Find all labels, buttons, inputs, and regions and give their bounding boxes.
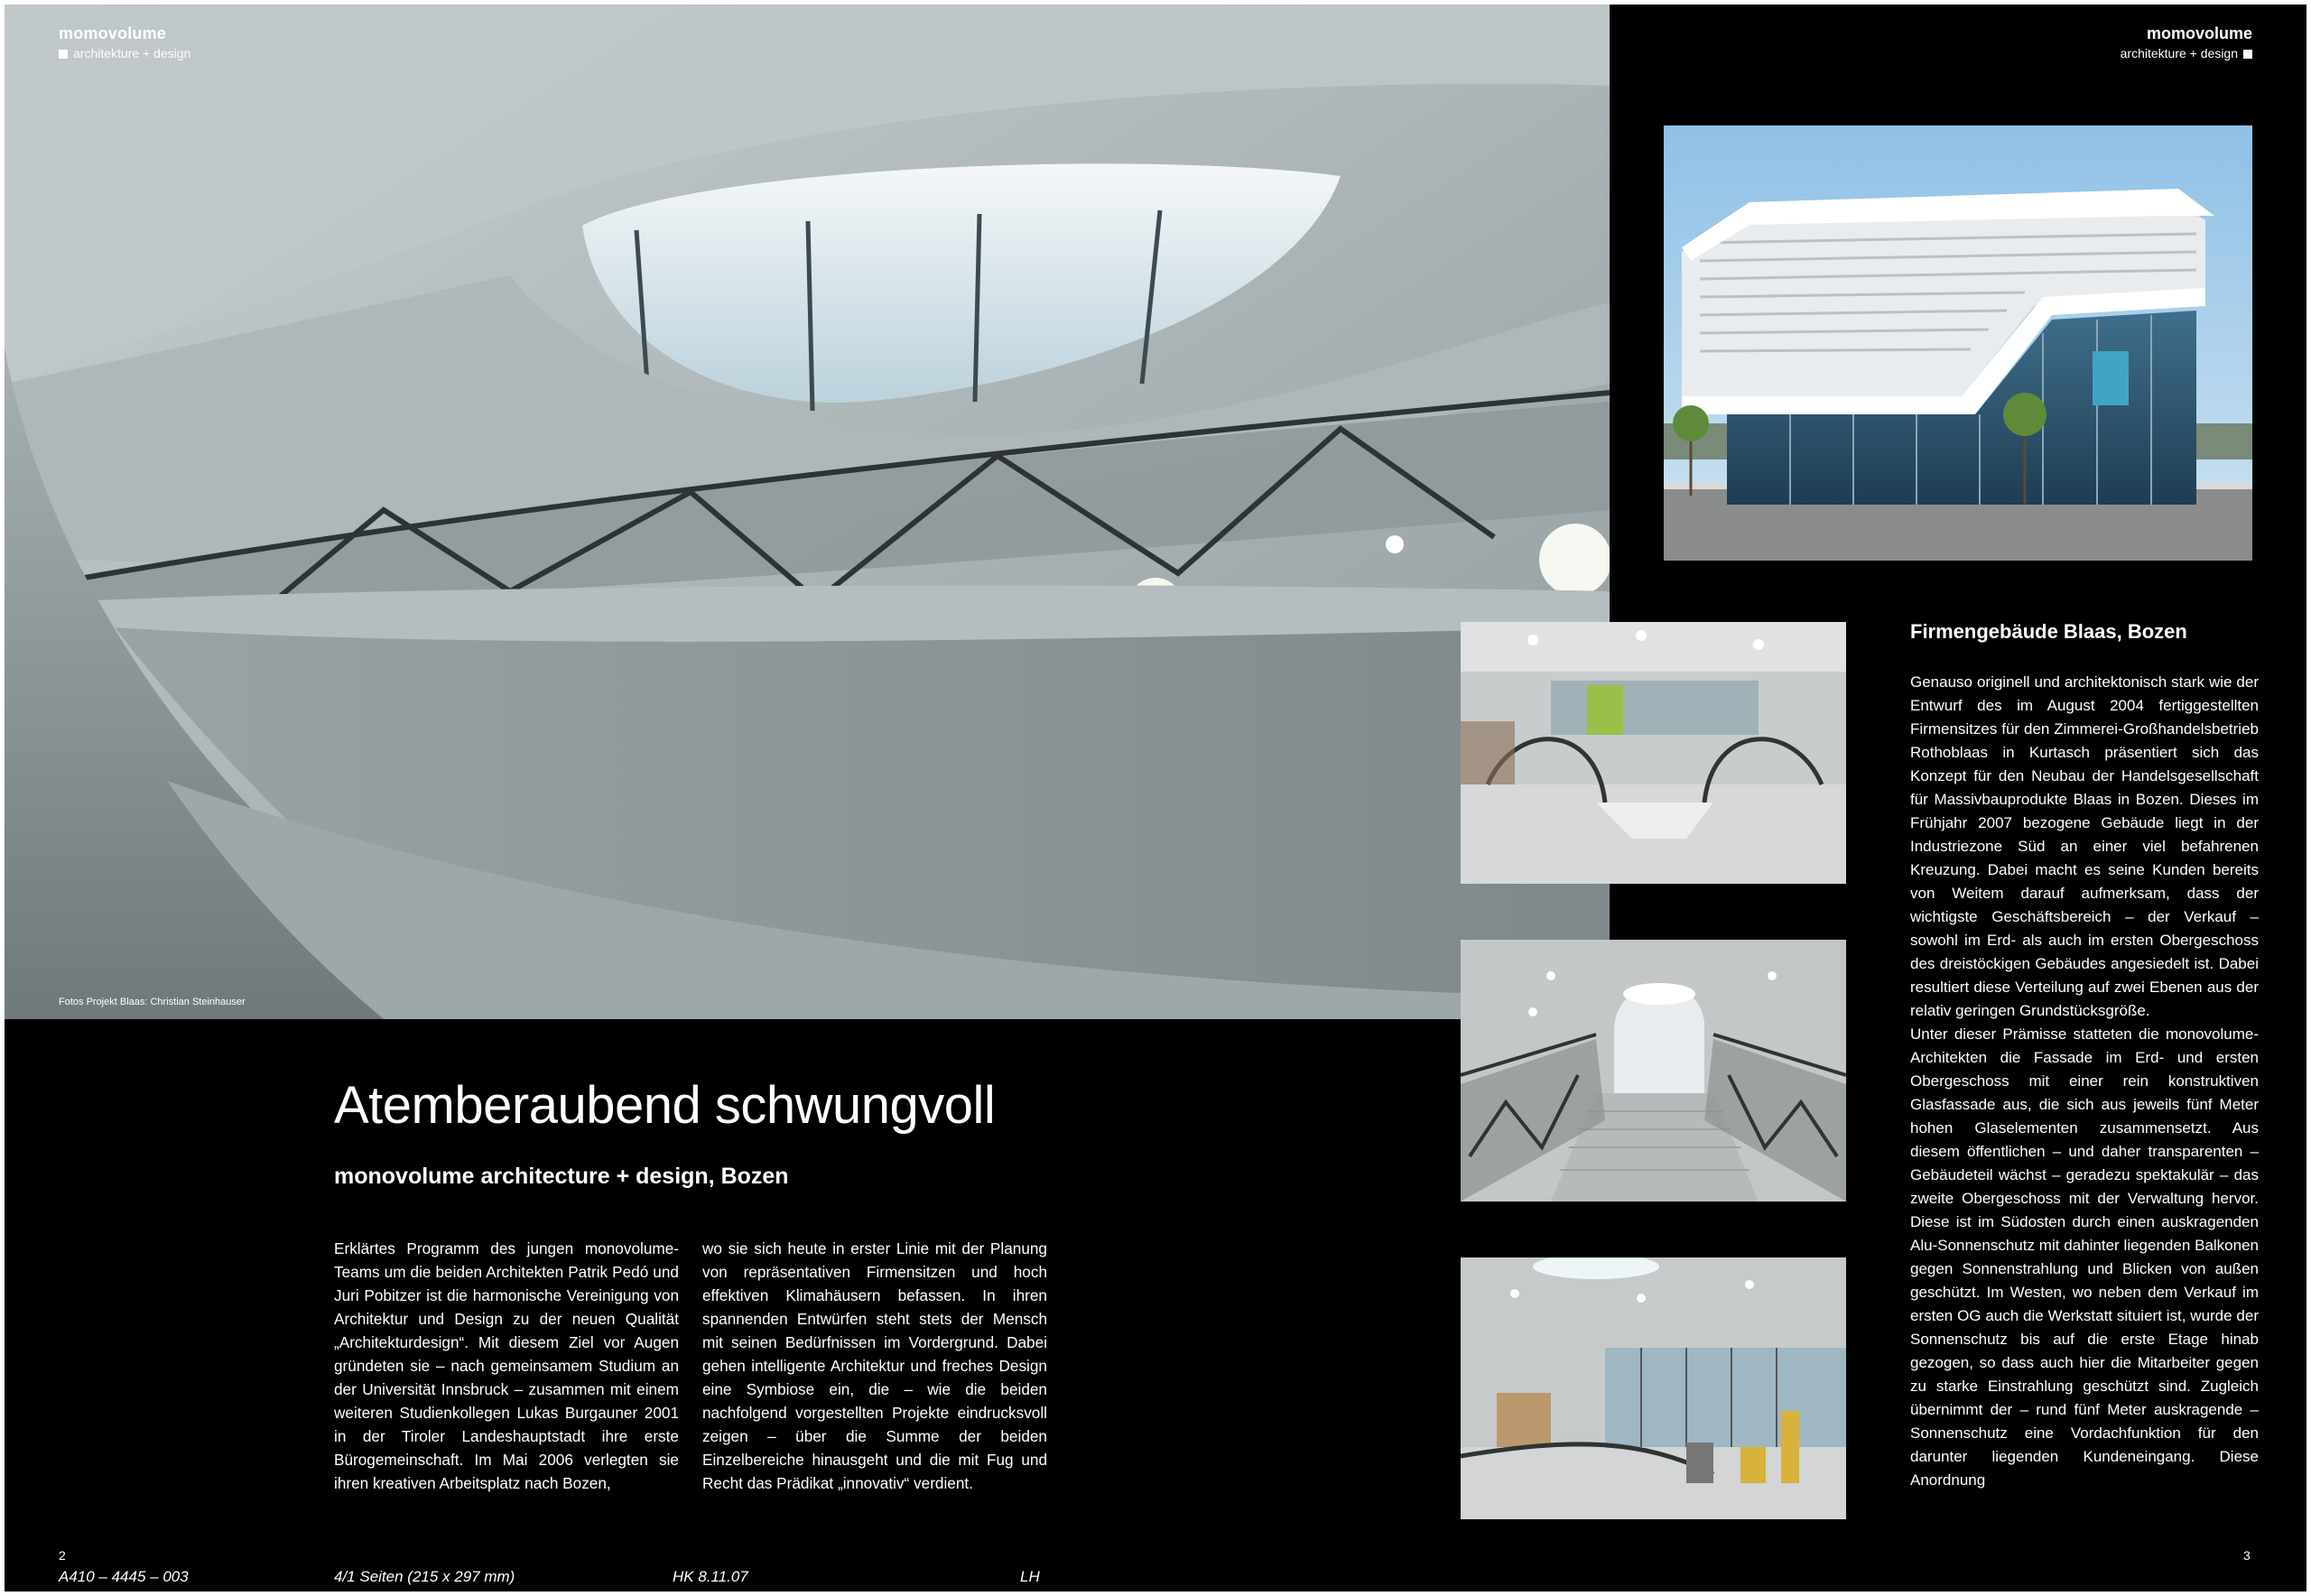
body-column-1: Erklärtes Programm des jungen monovolume- Teams um die beiden Architekten Patrik Pedó und Juri Pobitzer ist die harmonische Vereinigung von Architektur und Design zu der neuen Qualität „Architekturdesign“. Mit diesem Ziel vor Augen gründeten sie – nach gemeinsamem Studium an der Universität Innsbruck – zusammen mit einem weiteren Studienkollegen Lukas Burgauner 2001 in der Tiroler Landeshauptstadt ihre erste Bürogemeinschaft. Im Mai 2006 verlegten sie ihren kreativen Arbeitsplatz nach Bozen, bbox=[334, 1239, 679, 1492]
photo-credit: Fotos Projekt Blaas: Christian Steinhauser bbox=[59, 997, 246, 1007]
photo-interior-3 bbox=[1461, 1257, 1846, 1519]
body-column-right: Genauso originell und architektonisch stark wie der Entwurf des im August 2004 fertiggestellten Firmensitzes für den Zimmerei-Großhandelsbetrieb Rothoblaas in Kurtasch präsentiert sich das Konzept für den Neubau der Handelsgesellschaft für Massivbauprodukte Blaas in Bozen. Dieses im Frühjahr 2007 bezogene Gebäude liegt in der Industriezone Süd an einer viel befahrenen Kreuzung. Dabei macht es seine Kunden bereits von Weitem darauf aufmerksam, dass der wichtigste Geschäftsbereich – der Verkauf – sowohl im Erd- als auch im ersten Obergeschoss des dreistöckigen Gebäudes angesiedelt ist. Dabei resultiert diese Verteilung auf zwei Ebenen aus der relativ geringen Grundstücksgröße. Unter dieser Prämisse statteten die monovolume-Architekten die Fassade im Erd- und ersten Obergeschoss mit einer rein konstruktiven Glasfassade aus, die sich aus jeweils fünf Meter hohen Glaselementen zusammensetzt. Aus diesem öffentlichen – und daher transparenten – Gebäudeteil wächst – geradezu spektakulär – das zweite Obergeschoss mit der Verwaltung hervor. Diese ist im Südosten durch einen auskragenden Alu-Sonnenschutz mit dahinter liegenden Balkonen gegen Sonnenstrahlung und Blicken von außen geschützt. Im Westen, wo neben dem Verkauf im ersten OG auch die Werkstatt situiert ist, wurde der Sonnenschutz bis auf die erste Etage hinab gezogen, so dass auch hier die Mitarbeiter gegen zu starke Einstrahlung geschützt sind. Zugleich übernimmt der – rund fünf Meter auskragende – Sonnenschutz eine Vordachfunktion für den darunter liegenden Kundeneingang. Diese Anordnung bbox=[1910, 673, 2259, 1489]
magazine-spread bbox=[5, 5, 2306, 1591]
brand-left bbox=[59, 24, 190, 60]
photo-building-exterior bbox=[1664, 125, 2252, 561]
page-number-left: 2 bbox=[59, 1548, 66, 1563]
footer-format: 4/1 Seiten (215 x 297 mm) bbox=[334, 1568, 515, 1585]
brand-name: momovolume bbox=[2146, 24, 2252, 42]
footer-initials: LH bbox=[1020, 1568, 1040, 1585]
brand-tagline: architekture + design bbox=[2121, 46, 2252, 60]
photo-interior-2 bbox=[1461, 940, 1846, 1202]
brand-right bbox=[2121, 24, 2252, 60]
page-number-right: 3 bbox=[2243, 1548, 2251, 1563]
article-headline: Atemberaubend schwungvoll bbox=[334, 1076, 996, 1135]
footer-code: HK 8.11.07 bbox=[673, 1568, 748, 1585]
section-title: Firmengebäude Blaas, Bozen bbox=[1910, 620, 2187, 643]
photo-interior-1 bbox=[1461, 622, 1846, 884]
brand-name: momovolume bbox=[59, 24, 167, 42]
body-column-2: wo sie sich heute in erster Linie mit der Planung von repräsentativen Firmensitzen und hoch effektiven Klimahäusern befassen. In ihren spannenden Entwürfen steht stets der Mensch mit seinen Bedürfnissen im Vordergrund. Dabei gehen intelligente Architektur und freches Design eine Symbiose ein, die – wie die beiden nachfolgend vorgestellten Projekte eindrucksvoll zeigen – über die Summe der beiden Einzelbereiche hinausgeht und die mit Fug und Recht das Prädikat „innovativ“ verdient. bbox=[702, 1239, 1047, 1492]
article-subhead: monovolume architecture + design, Bozen bbox=[334, 1164, 789, 1189]
hero-photo-staircase bbox=[5, 5, 1610, 1019]
footer-job: A410 – 4445 – 003 bbox=[59, 1568, 189, 1585]
brand-tagline: architekture + design bbox=[59, 46, 190, 60]
